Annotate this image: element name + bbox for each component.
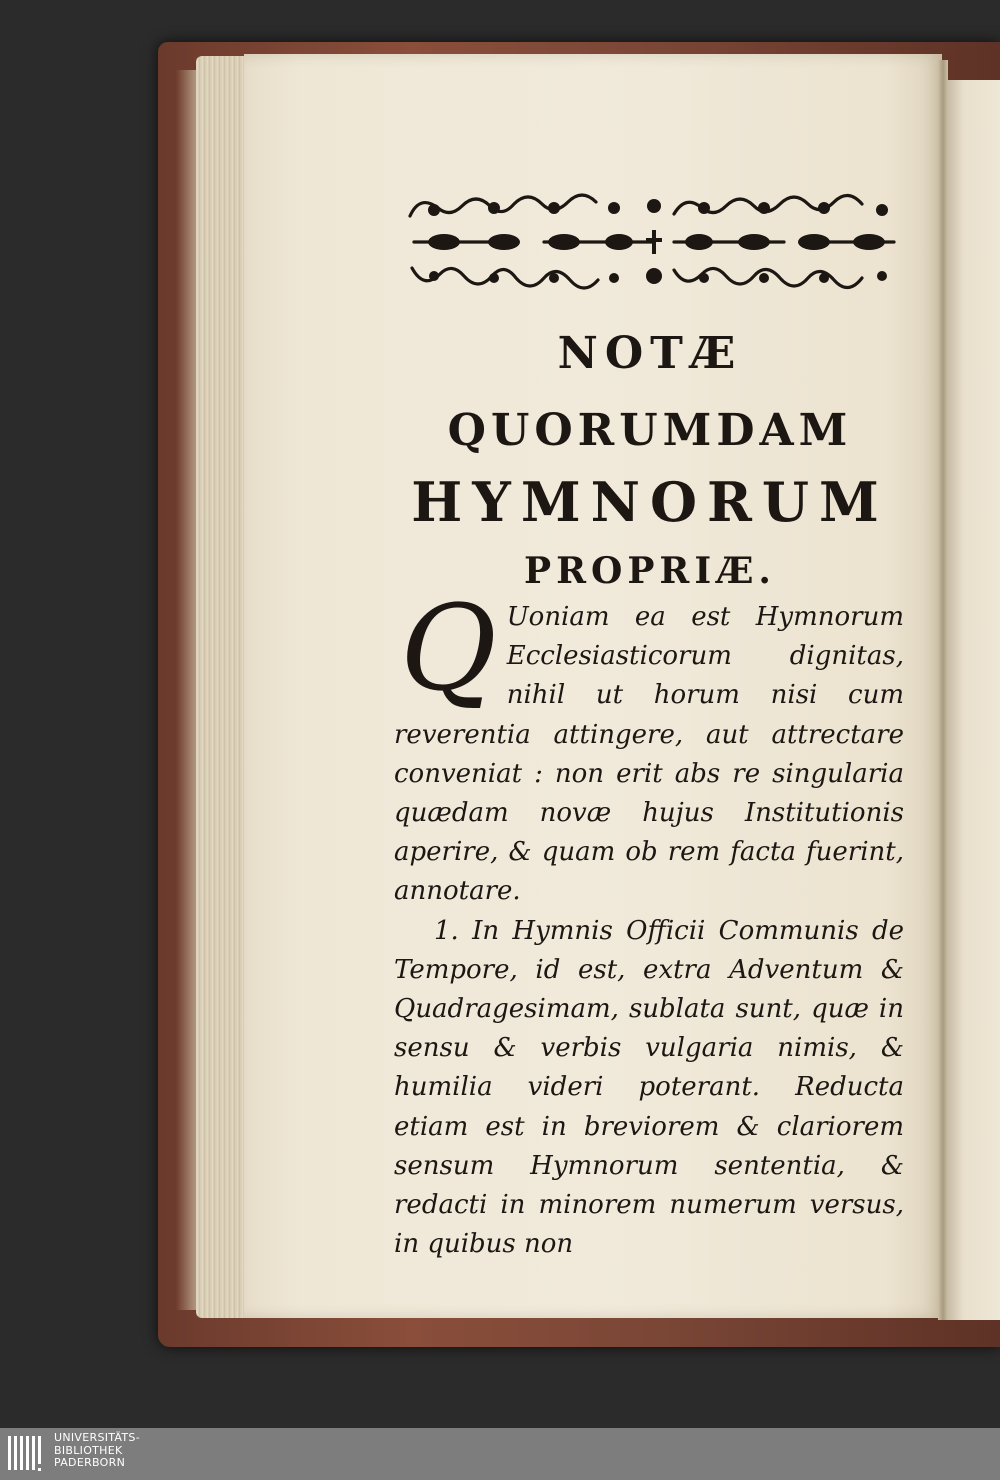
title-line-4: PROPRIÆ.	[524, 550, 776, 592]
title-line-1: NOTÆ	[557, 328, 743, 379]
library-name-line-1: UNIVERSITÄTS-	[54, 1431, 140, 1444]
decorative-vine-border-icon	[404, 186, 904, 298]
opposite-page	[944, 80, 1000, 1320]
paragraph-1: Uoniam ea est Hymnorum Ecclesiasticorum dignitas, nihil ut horum nisi cum reverentia attingere, aut attrectare conveniat : non erit abs re singularia quædam novæ hujus Institutionis aperire, & quam ob rem facta fuerint, annotare.	[394, 602, 904, 907]
title-line-3: HYMNORUM	[411, 470, 889, 534]
library-footer-bar	[0, 1428, 1000, 1480]
book-gutter	[938, 60, 948, 1320]
library-name	[54, 1432, 140, 1470]
body-text	[394, 579, 904, 1264]
library-name-line-2: BIBLIOTHEK	[54, 1443, 123, 1457]
paragraph-2: 1. In Hymnis Officii Communis de Tempore, id est, extra Adventum & Quadragesimam, sublata sunt, quæ in sensu & verbis vulgaria nimis, & humilia videri poterant. Reducta etiam est in breviorem & clariorem sensum Hymnorum sententia, & redacti in minorem numerum versus, in quibus non	[394, 915, 904, 1260]
title-line-2: QUORUMDAM	[447, 405, 853, 456]
page-edges	[196, 56, 246, 1318]
drop-cap: Q	[400, 579, 497, 717]
library-name-line-3: PADERBORN	[54, 1456, 126, 1469]
university-library-logo-icon	[6, 1432, 46, 1476]
